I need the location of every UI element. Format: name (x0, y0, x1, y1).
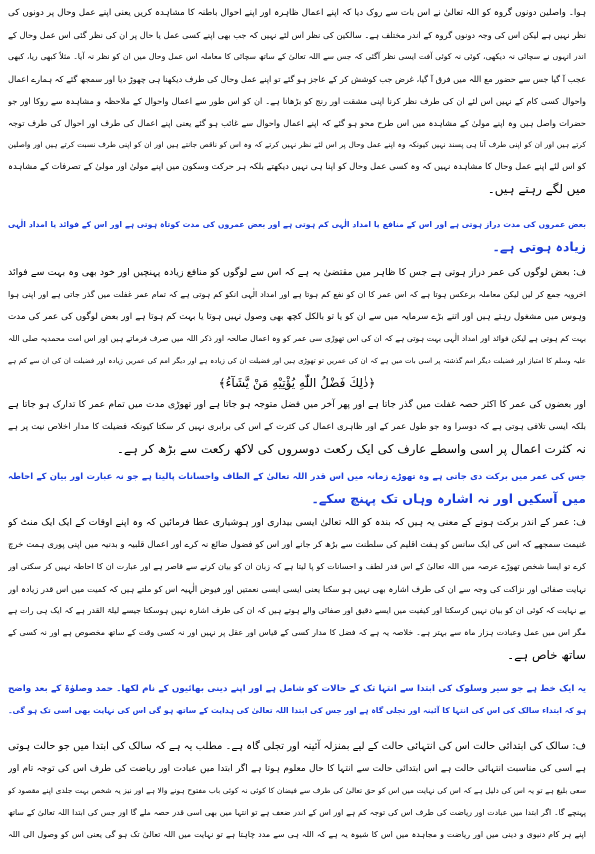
text-line: اندر انہوں نے سچائی نہ دیکھی، کوئی نہ کوئی آفت ایسی نظر آگئی کہ جس سے اللہ تعالیٰ کے ساتھ سچائی کا معاملہ اس عمل وحال میں ان کو نظر نہ آیا۔ مثلاً کبھی ریا، کبھی (8, 52, 586, 61)
text-line: ہے اسی کی مناسبت انتہائی حالت ہے اس ابتدائی حالت سے انتہا کا حال معلوم ہوتا ہے اگر ابتدا میں عبادت اور ریاضت کی طرف اس کی توجہ تام اور (8, 764, 586, 774)
text-line: نظر نہیں ہے لیکن اس کی وجہ دونوں گروہ کے اندر مختلف ہے۔ سالکین کی نظر اس لئے نہیں کہ جب بھی اپنے کسی عمل یا حال پر ان کی نظر گئی اس عمل وحال کے (8, 30, 586, 40)
text-line: سعی بلیغ ہے تو یہ اس کی دلیل ہے کہ اس کی نہایت میں اس کو حق تعالیٰ کی طرف سے فیضان کا کوئی نہ کوئی باب مفتوح ہونے والا ہے اور نیز یہ شخص بہت جلدی اپنے مقصود کو (8, 786, 586, 795)
paragraph (8, 736, 586, 846)
text-line: میں لگے رہتے ہیں۔ (487, 182, 586, 196)
text-line: نہایت صفائی اور نزاکت کی وجہ سے ان کی طرف اشارہ بھی نہیں ہو سکتا یعنی ایسی ایسی نعمتیں اور فیوض الٰہیہ اس کو ملتے ہیں کہ کمیت میں اس قدر زیادہ اور (8, 584, 586, 594)
text-line: بلکہ ایسی تلافی ہوتی ہے کہ دوسرا وہ جو طول عمر کے اور ظاہری اعمال کی کثرت کے اس کی برابری نہیں کر سکتا کیونکہ فضیلت کا مدار اخلاص نیت پر ہے (8, 422, 586, 432)
text-line: پہنچے گا۔ اگر ابتدا میں عبادت اور ریاضت کی طرف اس کی توجہ کم ہے اور اس کے اندر ضعف ہے تو انتہا میں بھی اسی قدر حصہ ملے گا اور جس کی ابتدا اللہ تعالیٰ کے ساتھ (8, 808, 586, 817)
text-line: بہت کم ہوتی ہے لیکن فوائد اور امداد الٰہی بہت ہوتی ہے کہ ان کی اس تھوڑی سی عمر کو وہ اعمال صالحہ اور ذکر اللہ میں صرف فرماتے ہیں اور اس امت محمدیہ صلی اللہ (8, 334, 586, 343)
section-heading (8, 678, 586, 722)
text-line: ف: سالک کی ابتدائی حالت اس کی انتہائی حالت کے لیے بمنزلہ آئینہ اور تجلی گاہ ہے۔ مطلب یہ ہے کہ سالک کی ابتدا میں جو حالت ہوتی (8, 741, 586, 752)
text-line: مگر اس میں عمل وعبادت ہزار ماہ سے بہتر ہے۔ خلاصہ یہ ہے کہ فضل کا مدار کسی کے قیاس اور عقل پر نہیں اور نہ کسی وقت کے ساتھ مخصوص ہے اور نہ کسی کے (8, 628, 586, 637)
text-line: غنیمت سمجھے کہ اس کی ایک سانس کو ہفت اقلیم کی سلطنت سے بڑھ کر جانے اور اس کو فضول ضائع نہ کرے اور اعمال قلبیہ و بدنیہ میں اپنی پوری ہمت خرچ (8, 540, 586, 550)
text-line: نہ کثرت اعمال پر اسی واسطے عارف کی ایک رکعت دوسروں کی لاکھ رکعت سے بڑھ کر ہے۔ (116, 442, 586, 456)
text-line: واحوال کسی کام کے نہیں اس لئے ان کی طرف نظر کرنا اپنی مشقت اور رنج کو بڑھانا ہے۔ ان کو اس طور سے اعمال واحوال کے ملاحظہ و مشاہدہ سے روکا اور جو (8, 96, 586, 106)
quranic-verse-line: ﴿ذٰلِكَ فَضْلُ اللّٰهِ يُؤْتِيْهِ مَنْ يَّشَآءُ﴾ (218, 376, 376, 390)
section-heading (8, 214, 586, 258)
paragraph (8, 512, 586, 666)
text-line: حضرات واصل ہیں وہ اپنے مولیٰ کے مشاہدہ میں اس طرح محو ہو گئے کہ اپنے اعمال واحوال سے غائب ہو گئے یعنی اپنے اعمال کی طرف اور احوال کی طرف توجہ (8, 118, 586, 128)
text-line: ہوا۔ واصلین دونوں گروہ کو اللہ تعالیٰ نے اس بات سے روک دیا کہ اپنے اعمال ظاہرہ اور اپنے احوال باطنہ کا مشاہدہ کریں یعنی اپنے عمل وحال پر دونوں کی (8, 8, 586, 18)
text-line: ف: بعض لوگوں کی عمر دراز ہوتی ہے جس کا ظاہر میں مقتضیٰ یہ ہے کہ اس سے لوگوں کو منافع زیادہ پہنچیں اور خود بھی وہ بہت سے فوائد (8, 267, 586, 278)
paragraph (8, 262, 586, 460)
text-line: اپنے ہر کام دنیوی و دینی میں اور ریاضت و مجاہدہ میں اس کا شیوہ یہ ہے کہ اللہ ہی سے مدد چاہتا ہے تو نہایت میں اللہ تعالیٰ تک ہو گی یعنی اس کو وصول الی اللہ (8, 830, 586, 839)
text-line: ساتھ خاص ہے۔ (507, 648, 586, 662)
heading-line: ہو کہ ابتداء سالک کی اس کی انتہا کا آئینہ اور تجلی گاہ ہے اور جس کی ابتدا اللہ تعالیٰ کی ہدایت کے ساتھ ہو گی اس کی نہایت بھی اسی تک ہو گی۔ (8, 706, 586, 715)
heading-line: میں آسکیں اور نہ اشارہ وہاں تک پہنچ سکے۔ (311, 491, 586, 506)
text-line: بے نہایت کہ کوئی ان کو بیان نہیں کرسکتا اور کیفیت میں ایسے دقیق اور صفائی والے ہوتے ہیں کہ ان کی طرف اشارہ نہیں ہوسکتا جیسے لیلۃ القدر ہے کہ ایک ہی رات ہے (8, 606, 586, 615)
heading-line: زیادہ ہوتی ہے۔ (492, 239, 586, 254)
text-line: عجب آ گیا جس سے حضور مع اللہ میں فرق آ گیا، غرض جب کوشش کر کے عاجز ہو گئے تو اپنے عمل وحال کی طرف دیکھنا ہی چھوڑ دیا اور سمجھ گئے کہ ہمارے اعمال (8, 74, 586, 84)
text-line: وہوس میں مشغول رہتے ہیں اور اتنے بڑے سرمایہ میں سے ان کو یا تو بالکل کچھ بھی وصول نہیں ہوتا یا بہت کم ہوتا ہے اور بعض لوگوں کی عمر کی مدت (8, 312, 586, 322)
text-line: کرے تو ایسا شخص تھوڑے عرصہ میں اللہ تعالیٰ کے اس قدر لطف و احسانات کو پا لیتا ہے کہ زبان ان کو بیان کرنے سے قاصر ہے اور عبارت ان کا احاطہ نہیں کر سکتی اور (8, 562, 586, 571)
text-line: علیہ وسلم کا امتیاز اور فضیلت دیگر امم گذشتہ پر اسی بات میں ہے کہ ان کی عمریں تو تھوڑی ہیں اور فضیلت ان کی زیادہ ہے اور دیگر امم کی عمریں زیادہ اور فضیلت ان کی ان سے کم ہے (8, 357, 586, 365)
section-heading (8, 466, 586, 510)
heading-line: یہ ایک خط ہے جو سیر وسلوک کی ابتدا سے انتہا تک کے حالات کو شامل ہے اور اپنے دینی بھائیوں کے نام لکھا۔ حمد وصلوٰۃ کے بعد واضح (8, 684, 586, 694)
heading-line: بعض عمروں کی مدت دراز ہوتی ہے اور اس کے منافع یا امداد الٰہی کم ہوتی ہے اور بعض عمروں کی مدت کوتاہ ہوتی ہے اور اس کے فوائد یا امداد الٰہی (8, 220, 586, 229)
text-line: اور بعضوں کی عمر کا اکثر حصہ غفلت میں گذر جاتا ہے اور پھر آخر میں فضل متوجہ ہو جاتا ہے اور تھوڑی مدت میں تمام عمر کا تدارک ہو جاتا ہے (8, 399, 586, 410)
text-line: اخرویہ جمع کر لیں لیکن معاملہ برعکس ہوتا ہے کہ اس عمر کا ان کو نفع کم ہوتا ہے اور امداد الٰہی انکو کم ہوتی ہے کہ تمام عمر غفلت میں گذر جاتی ہے اور اپنی ہوا (8, 290, 586, 299)
text-line: کرتے ہیں اور ان کو اپنی طرف آنا ہی پسند نہیں کیونکہ وہ اپنے عمل وحال پر اس لئے نظر نہیں کرتے کہ وہ اس کو ناقص جانتے ہیں اور ان کو اپنی طرف نسبت کرتے ہیں اور واصلین (8, 140, 586, 149)
text-line: کو اس لئے اپنے عمل وحال کا مشاہدہ نہیں کہ وہ کسی عمل وحال کو اپنا ہی نہیں دیکھتے بلکہ ہر حرکت وسکون میں اپنے مولیٰ اور مولیٰ کے تصرفات کے مشاہدہ (8, 162, 586, 172)
text-line: ف: عمر کے اندر برکت ہونے کے معنی یہ ہیں کہ بندہ کو اللہ تعالیٰ ایسی بیداری اور ہوشیاری عطا فرمائیں کہ وہ اپنے اوقات کے ایک ایک منٹ کو (8, 517, 586, 528)
paragraph (8, 2, 586, 200)
heading-line: جس کی عمر میں برکت دی جاتی ہے وہ تھوڑے زمانہ میں اس قدر اللہ تعالیٰ کے الطاف واحسانات پالیتا ہے جو نہ عبارت اور بیان کے احاطہ (8, 472, 586, 482)
